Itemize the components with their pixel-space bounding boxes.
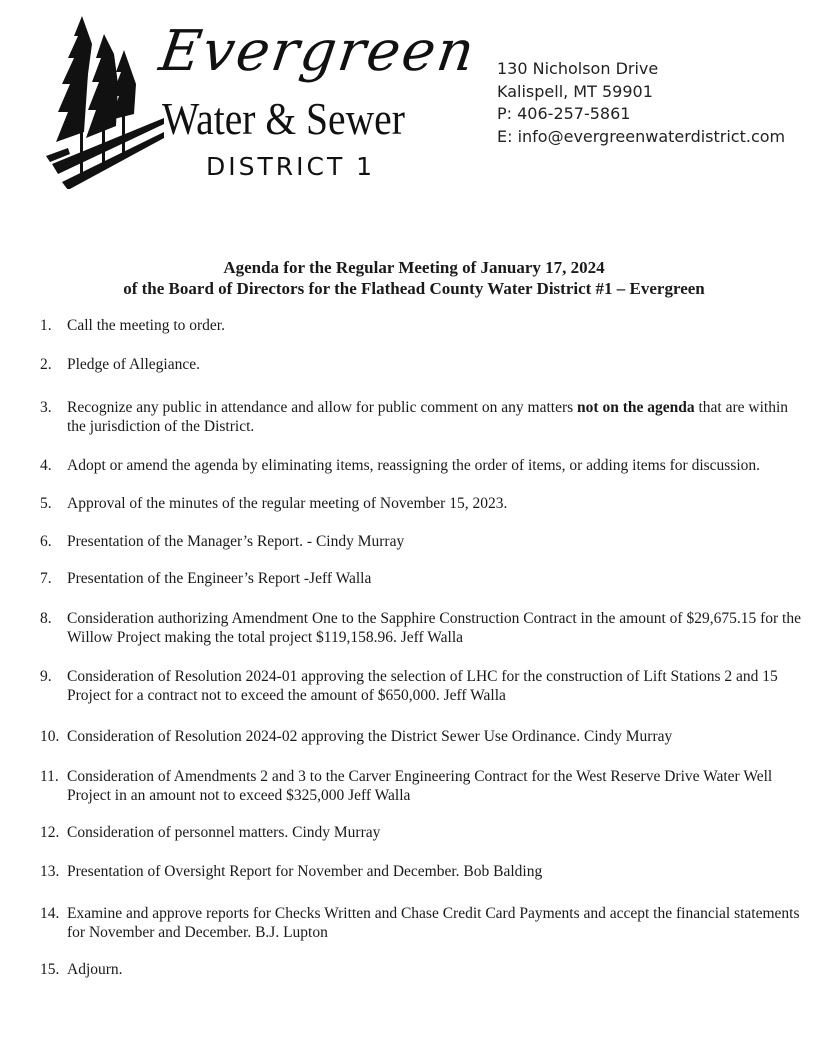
logo-word-evergreen: Evergreen	[155, 19, 481, 84]
agenda-item	[40, 823, 810, 842]
address-line-2: Kalispell, MT 59901	[497, 81, 653, 101]
agenda-item	[40, 904, 810, 942]
agenda-title-line-2: of the Board of Directors for the Flathead County Water District #1 – Evergreen	[123, 279, 705, 298]
agenda-item	[40, 355, 810, 374]
agenda-item-number: 14.	[40, 905, 60, 922]
agenda-title-line-1: Agenda for the Regular Meeting of January 17, 2024	[223, 258, 605, 277]
agenda-item-number: 6.	[40, 533, 52, 550]
agenda-item-text: Consideration of Resolution 2024-02 approving the District Sewer Use Ordinance. Cindy Murray	[67, 728, 673, 745]
agenda-item-text	[40, 398, 810, 436]
agenda-item-number: 2.	[40, 356, 52, 373]
agenda-item-number: 4.	[40, 457, 52, 474]
contact-block	[497, 58, 785, 148]
agenda-item-text-part: Recognize any public in attendance and allow for public comment on any matters	[67, 399, 578, 416]
agenda-item-text: Consideration of personnel matters. Cindy Murray	[67, 824, 381, 841]
agenda-item-number: 5.	[40, 495, 52, 512]
agenda-item	[40, 727, 810, 746]
district-logo	[44, 14, 481, 194]
evergreen-trees-icon	[44, 14, 164, 189]
agenda-item-number: 10.	[40, 728, 60, 745]
phone-number: P: 406-257-5861	[497, 104, 631, 123]
agenda-item	[40, 456, 810, 475]
agenda-item-text: Consideration of Resolution 2024-01 approving the selection of LHC for the construction of Lift Stations 2 and 15 Project for a contract not to exceed the amount of $650,000. Jeff Walla	[67, 668, 778, 704]
agenda-item-text: Consideration authorizing Amendment One to the Sapphire Construction Contract in the amount of $29,675.15 for the Willow Project making the total project $119,158.96. Jeff Walla	[67, 610, 801, 646]
agenda-item-number: 1.	[40, 317, 52, 334]
agenda-item-text: Examine and approve reports for Checks Written and Chase Credit Card Payments and accept the financial statements for November and December. B.J. Lupton	[67, 905, 800, 941]
agenda-item-text: Call the meeting to order.	[67, 317, 225, 334]
agenda-item	[40, 767, 810, 805]
agenda-item-number: 7.	[40, 570, 52, 587]
agenda-item-text-part: that are within the jurisdiction of the District.	[67, 399, 789, 435]
agenda-item-number: 3.	[40, 399, 52, 416]
agenda-item	[40, 862, 810, 881]
agenda-item	[40, 667, 810, 705]
agenda-item	[40, 609, 810, 647]
agenda-item-text: Presentation of the Engineer’s Report -Jeff Walla	[67, 570, 372, 587]
agenda-item-number: 15.	[40, 961, 60, 978]
agenda-item-number: 12.	[40, 824, 60, 841]
agenda-item	[40, 494, 810, 513]
agenda-item-text: Consideration of Amendments 2 and 3 to the Carver Engineering Contract for the West Reserve Drive Water Well Project in an amount not to exceed $325,000 Jeff Walla	[67, 768, 773, 804]
address-line-1: 130 Nicholson Drive	[497, 59, 659, 78]
agenda-item-number: 11.	[40, 768, 59, 785]
agenda-item	[40, 532, 810, 551]
agenda-item	[40, 569, 810, 588]
agenda-item	[40, 960, 810, 979]
agenda-title	[0, 257, 828, 299]
agenda-item	[40, 316, 810, 335]
agenda-item-emphasis: not on the agenda	[577, 399, 695, 416]
agenda-item-number: 13.	[40, 863, 60, 880]
agenda-item-number: 8.	[40, 610, 52, 627]
email-address: E: info@evergreenwaterdistrict.com	[497, 126, 786, 146]
logo-word-district: DISTRICT 1	[206, 152, 376, 181]
agenda-item-text: Presentation of the Manager’s Report. - Cindy Murray	[67, 533, 405, 550]
agenda-item	[40, 398, 810, 436]
agenda-item-text: Adopt or amend the agenda by eliminating items, reassigning the order of items, or adding items for discussion.	[67, 457, 761, 474]
agenda-item-text: Presentation of Oversight Report for November and December. Bob Balding	[67, 863, 543, 880]
agenda-item-text: Approval of the minutes of the regular meeting of November 15, 2023.	[67, 495, 508, 512]
logo-word-water-sewer: Water & Sewer	[162, 93, 405, 144]
agenda-item-number: 9.	[40, 668, 52, 685]
agenda-item-text: Adjourn.	[67, 961, 123, 978]
agenda-item-text: Pledge of Allegiance.	[67, 356, 200, 373]
